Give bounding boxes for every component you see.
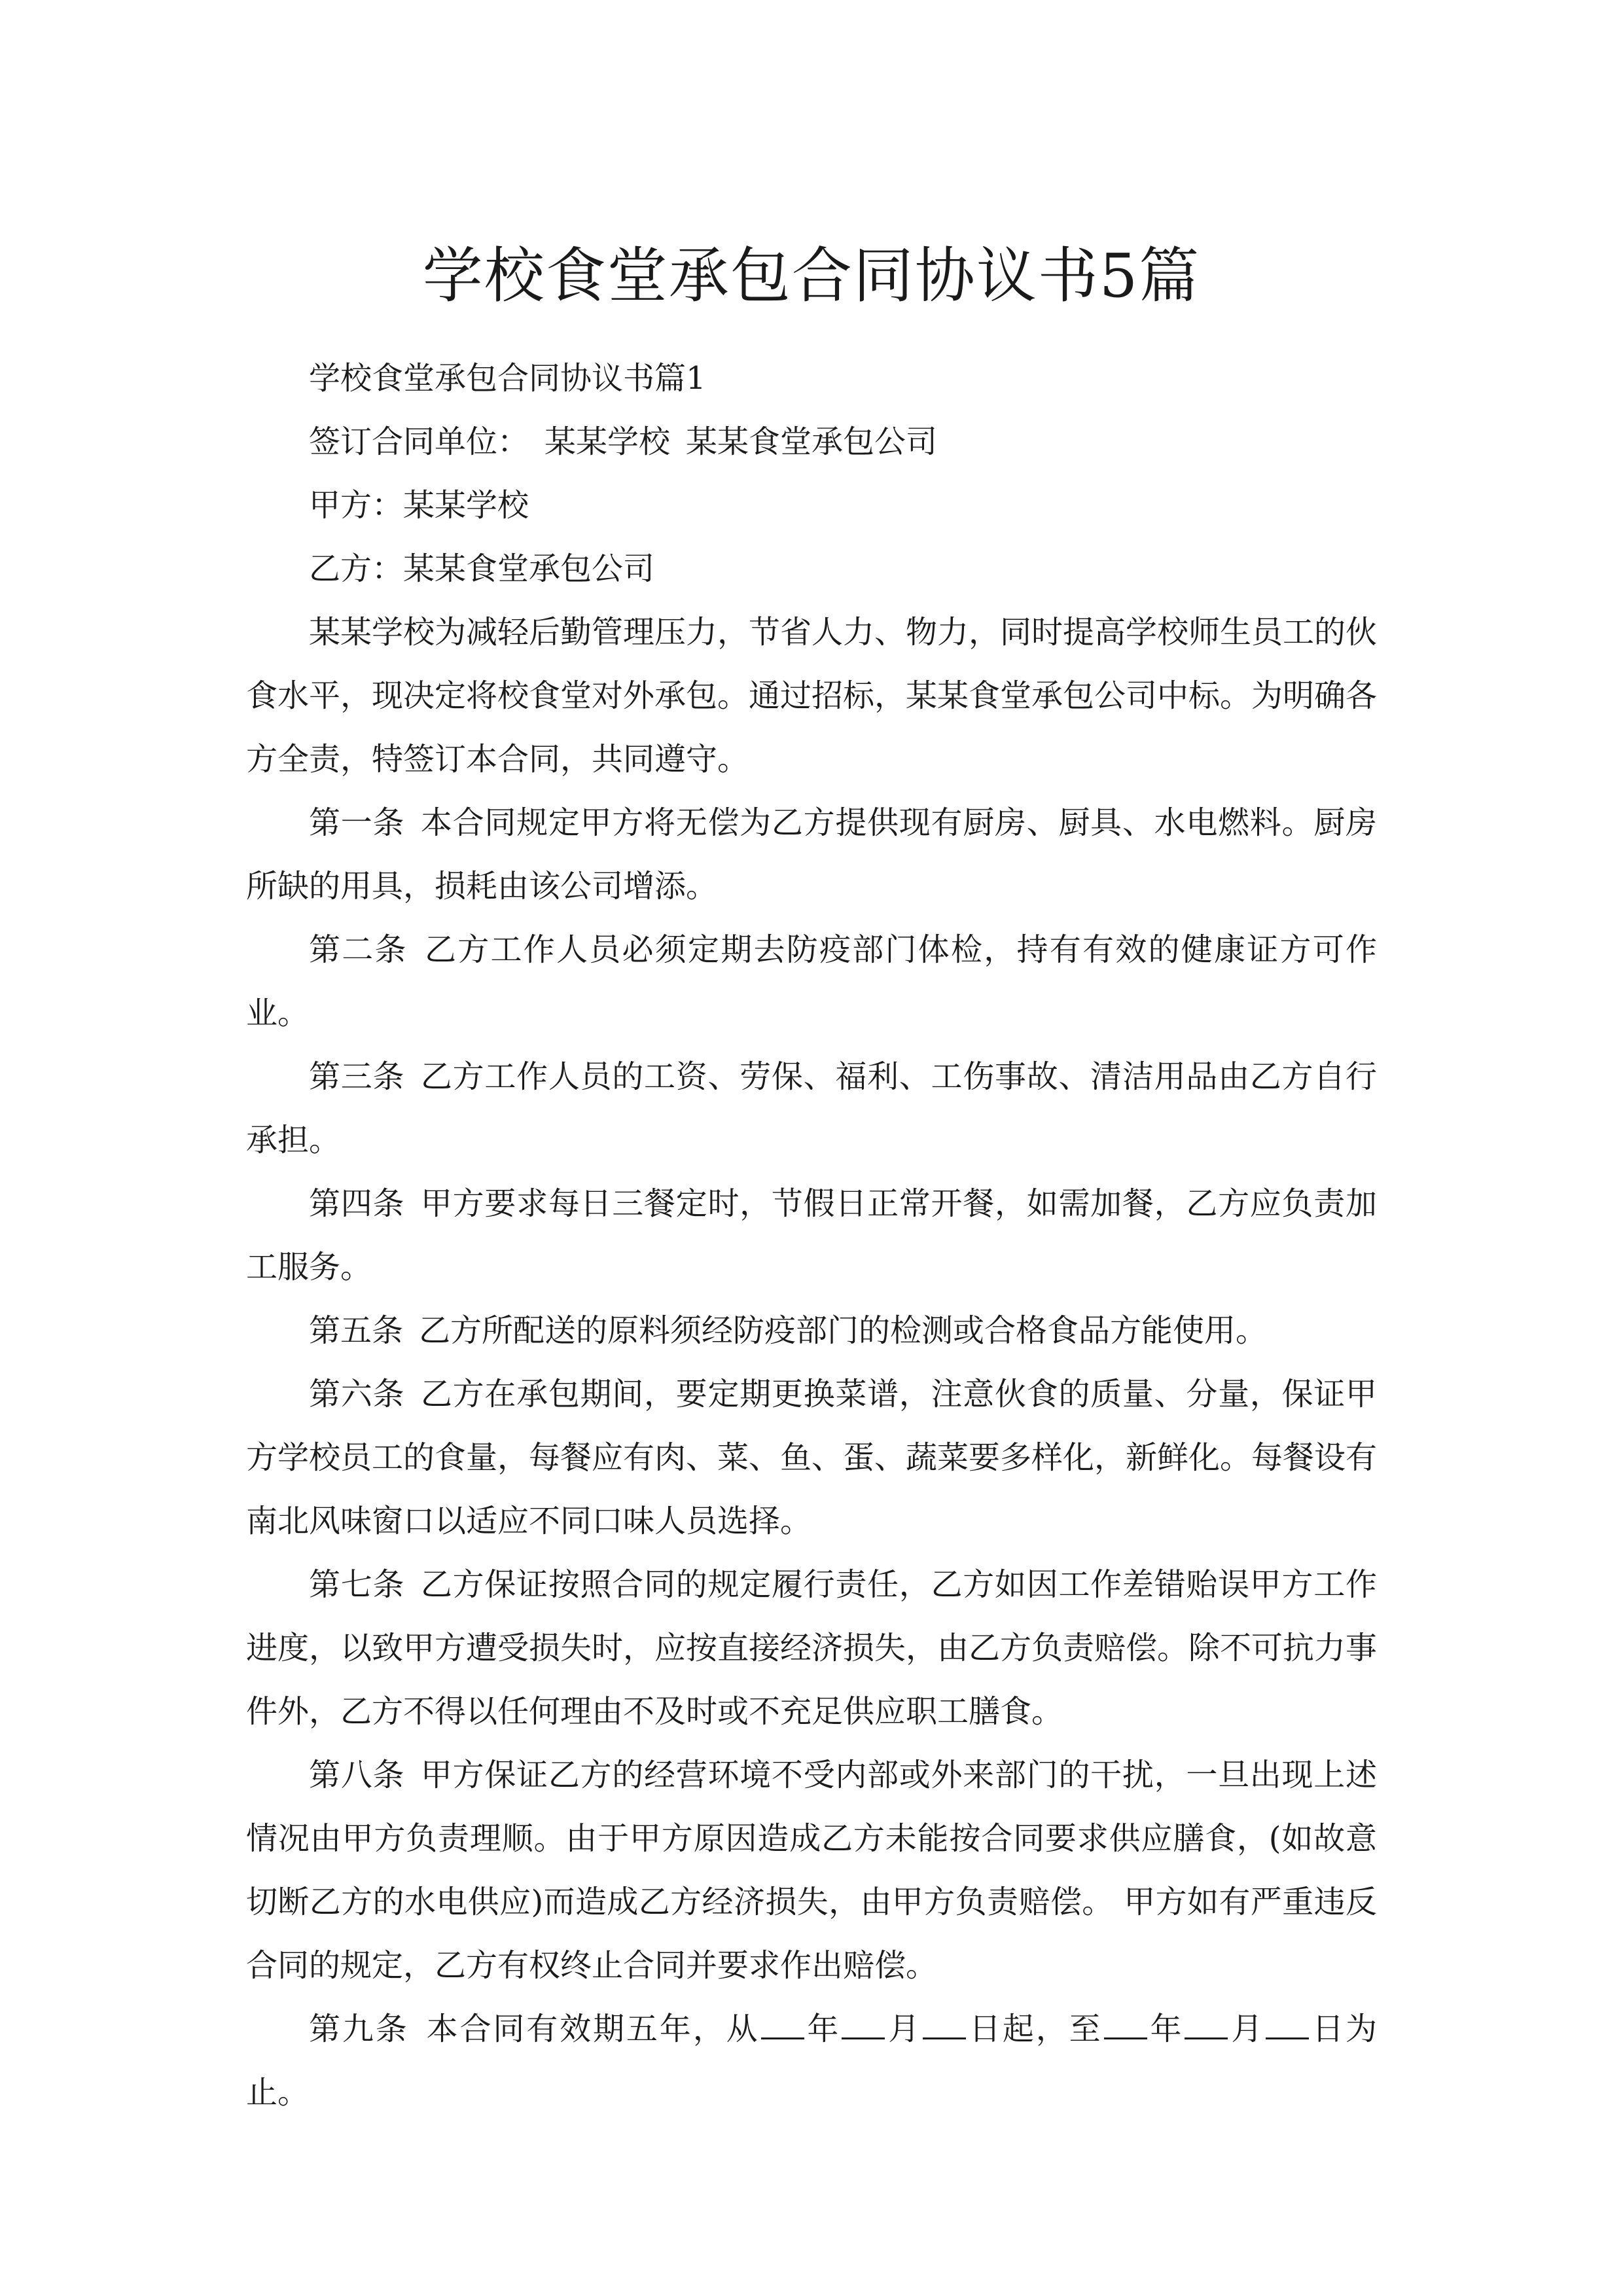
article-label: 第四条 (309, 1185, 405, 1222)
article-label: 第七条 (309, 1566, 405, 1603)
article-2 (246, 918, 1377, 1045)
blank-line (923, 2006, 966, 2039)
section-heading: 学校食堂承包合同协议书篇1 (309, 360, 706, 397)
article-text: 乙方保证按照合同的规定履行责任，乙方如因工作差错贻误甲方工作进度，以致甲方遭受损失时，应按直接经济损失，由乙方负责赔偿。除不可抗力事件外，乙方不得以任何理由不及时或不充足供应职工膳食。 (246, 1566, 1378, 1730)
article-3 (246, 1045, 1377, 1172)
article-9-start: 本合同有效期五年，从 (424, 2011, 760, 2047)
article-6 (246, 1363, 1377, 1553)
blank-line (1185, 2006, 1228, 2039)
article-label: 第三条 (309, 1058, 405, 1095)
parties-label: 签订合同单位： (309, 423, 529, 460)
article-4 (246, 1172, 1377, 1299)
intro-paragraph: 某某学校为减轻后勤管理压力，节省人力、物力，同时提高学校师生员工的伙食水平，现决定将校食堂对外承包。通过招标，某某食堂承包公司中标。为明确各方全责，特签订本合同，共同遵守。 (246, 614, 1378, 778)
blank-line (761, 2006, 804, 2039)
article-label: 第五条 (309, 1312, 404, 1349)
party-b-line: 乙方：某某食堂承包公司 (309, 550, 655, 587)
article-7 (246, 1553, 1377, 1744)
article-8 (246, 1744, 1377, 1998)
month-label: 月 (1229, 2011, 1265, 2047)
article-label: 第九条 (309, 2011, 409, 2047)
article-9 (246, 1998, 1377, 2125)
month-label: 月 (886, 2011, 922, 2047)
parties-line (246, 410, 1377, 474)
blank-line (1266, 2006, 1309, 2039)
party-a-line: 甲方：某某学校 (309, 487, 529, 524)
day-label: 日为止。 (246, 2011, 1377, 2111)
article-text: 甲方要求每日三餐定时，节假日正常开餐，如需加餐，乙方应负责加工服务。 (246, 1185, 1377, 1285)
article-text: 乙方工作人员必须定期去防疫部门体检，持有有效的健康证方可作业。 (246, 931, 1377, 1031)
article-text: 乙方工作人员的工资、劳保、福利、工伤事故、清洁用品由乙方自行承担。 (246, 1058, 1377, 1158)
article-text: 乙方所配送的原料须经防疫部门的检测或合格食品方能使用。 (419, 1312, 1268, 1349)
article-5 (246, 1299, 1377, 1363)
document-title: 学校食堂承包合同协议书5篇 (422, 240, 1201, 311)
article-label: 第八条 (309, 1757, 405, 1793)
year-label: 年 (805, 2011, 841, 2047)
parties-company: 某某食堂承包公司 (686, 423, 938, 460)
article-text: 甲方保证乙方的经营环境不受内部或外来部门的干扰，一旦出现上述情况由甲方负责理顺。由于甲方原因造成乙方未能按合同要求供应膳食，(如故意切断乙方的水电供应)而造成乙方经济损失，由甲方负责赔偿。 甲方如有严重违反合同的规定，乙方有权终止合同并要求作出赔偿。 (246, 1757, 1377, 1984)
article-label: 第六条 (309, 1376, 405, 1412)
blank-line (1104, 2006, 1147, 2039)
year-label: 年 (1148, 2011, 1184, 2047)
article-1 (246, 791, 1377, 918)
article-text: 本合同规定甲方将无偿为乙方提供现有厨房、厨具、水电燃料。厨房所缺的用具，损耗由该公司增添。 (246, 804, 1377, 905)
blank-line (842, 2006, 885, 2039)
parties-school: 某某学校 (544, 423, 671, 460)
article-label: 第二条 (309, 931, 408, 968)
day-label: 日起，至 (967, 2011, 1103, 2047)
article-text: 乙方在承包期间，要定期更换菜谱，注意伙食的质量、分量，保证甲方学校员工的食量，每餐应有肉、菜、鱼、蛋、蔬菜要多样化，新鲜化。每餐设有南北风味窗口以适应不同口味人员选择。 (246, 1376, 1378, 1539)
document-body (246, 347, 1377, 2125)
article-label: 第一条 (309, 804, 405, 841)
